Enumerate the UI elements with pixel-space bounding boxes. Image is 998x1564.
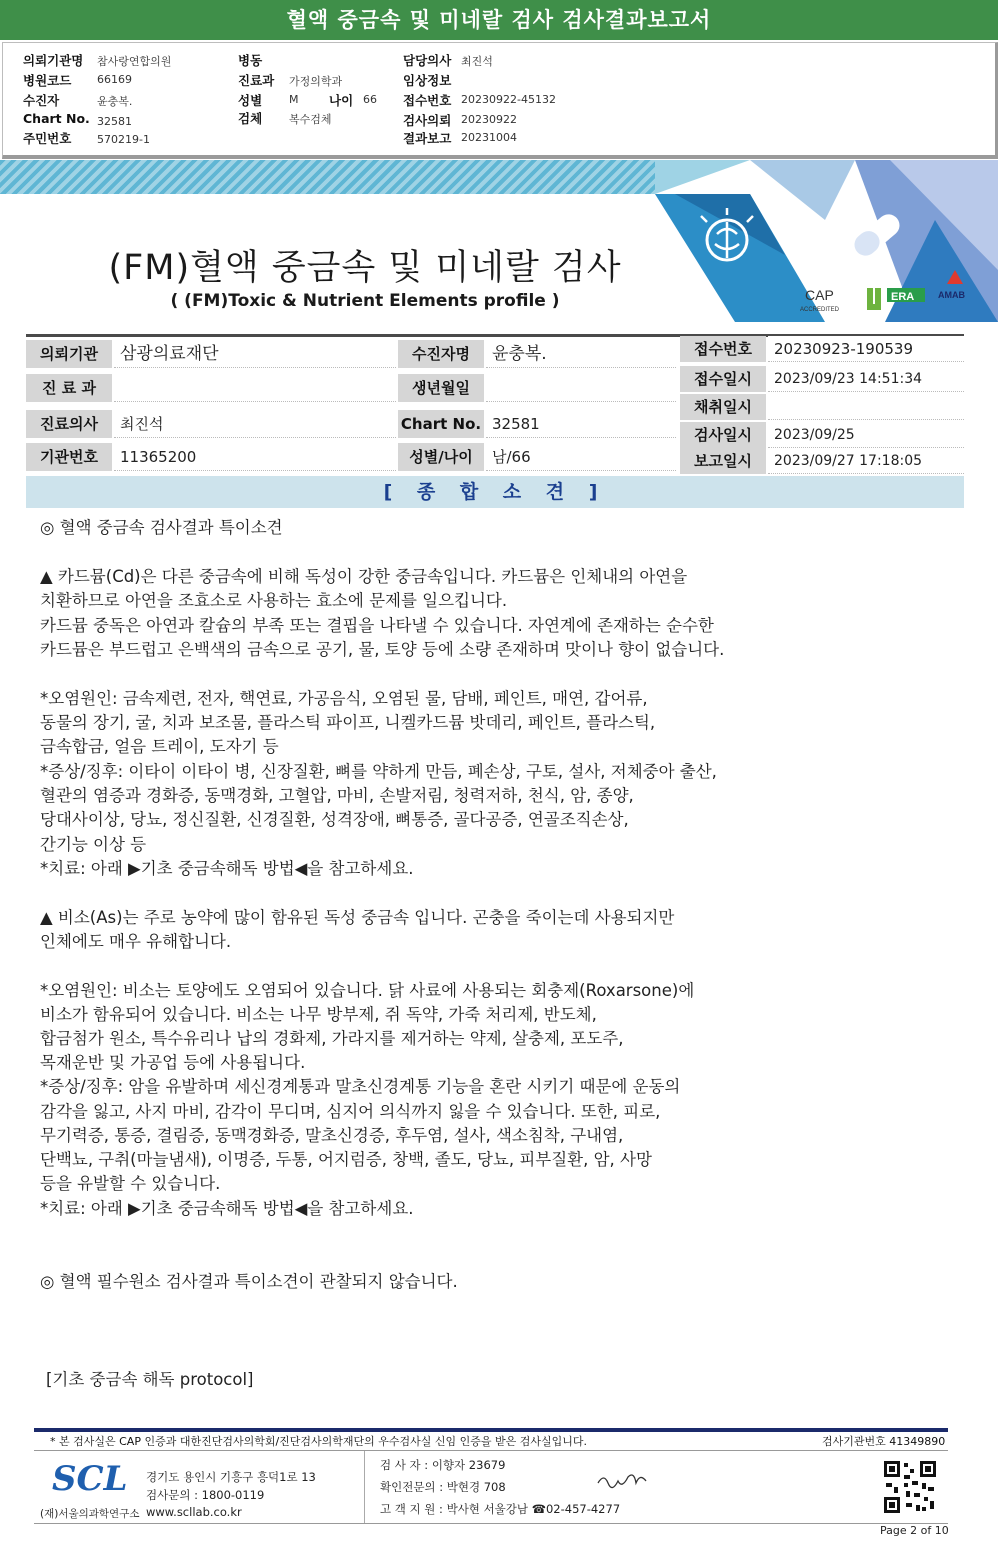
patient-value: 윤충복. bbox=[486, 340, 676, 368]
header-value: 20230922 bbox=[461, 113, 517, 126]
summary-title: [ 종 합 소 견 ] bbox=[26, 476, 964, 508]
body-line: *오염원인: 비소는 토양에도 오염되어 있습니다. 닭 사료에 사용되는 회충제(Roxarsone)에 bbox=[40, 981, 695, 1000]
body-line: 합금첨가 원소, 특수유리나 납의 경화제, 가라지를 제거하는 약제, 살충제, 포도주, bbox=[40, 1029, 624, 1048]
footer-certification-note: * 본 검사실은 CAP 인증과 대한진단검사의학회/진단검사의학재단의 우수검사실 신임 인증을 받은 검사실입니다. bbox=[50, 1435, 588, 1448]
table-label: 검사일시 bbox=[680, 422, 766, 448]
birth-value bbox=[486, 374, 676, 402]
body-line: 단백뇨, 구취(마늘냄새), 이명증, 두통, 어지럼증, 창백, 졸도, 당뇨, 피부질환, 암, 사망 bbox=[40, 1150, 652, 1169]
table-label: 채취일시 bbox=[680, 394, 766, 420]
test-date-value: 2023/09/25 bbox=[768, 422, 964, 448]
institution-value: 삼광의료재단 bbox=[114, 340, 396, 368]
header-value: 최진석 bbox=[461, 55, 493, 68]
header-label: 접수번호 bbox=[403, 93, 452, 108]
footer-institution-code: 검사기관번호 41349890 bbox=[822, 1435, 946, 1448]
body-line: 비소가 함유되어 있습니다. 비소는 나무 방부제, 쥐 독약, 가죽 처리제, 반도체, bbox=[40, 1005, 597, 1024]
body-line: 혈관의 염증과 경화증, 동맥경화, 고혈압, 마비, 손발저림, 청력저하, 천식, 암, 종양, bbox=[40, 786, 634, 805]
cap-logo bbox=[800, 287, 840, 313]
page-number: Page 2 of 10 bbox=[880, 1524, 949, 1537]
chart-value: 32581 bbox=[486, 410, 676, 438]
table-label: 성별/나이 bbox=[398, 443, 484, 471]
body-line: 인체에도 매우 유해합니다. bbox=[40, 932, 232, 951]
header-label: 성별 bbox=[238, 93, 263, 108]
svg-text:AMAB: AMAB bbox=[938, 290, 965, 300]
body-line: 무기력증, 통증, 결림증, 동맥경화증, 말초신경증, 후두염, 설사, 색소침착, 구내염, bbox=[40, 1126, 624, 1145]
footer-specialist: 확인전문의 : 박현경 708 bbox=[380, 1480, 506, 1494]
qr-code-icon bbox=[882, 1459, 938, 1515]
header-label: Chart No. bbox=[23, 111, 90, 126]
doctor-value: 최진석 bbox=[114, 410, 396, 438]
header-info-box bbox=[2, 42, 998, 159]
report-date-value: 2023/09/27 17:18:05 bbox=[768, 448, 964, 474]
header-label: 검사의뢰 bbox=[403, 113, 452, 128]
header-label: 병원코드 bbox=[23, 73, 72, 88]
report-subtitle: ( (FM)Toxic & Nutrient Elements profile ) bbox=[170, 291, 560, 311]
body-line: 동물의 장기, 굴, 치과 보조물, 플라스틱 파이프, 니켈카드뮴 밧데리, 페인트, 플라스틱, bbox=[40, 713, 656, 732]
header-label: 검체 bbox=[238, 111, 263, 126]
body-line: ◎ 혈액 중금속 검사결과 특이소견 bbox=[40, 518, 283, 537]
table-label: 진 료 과 bbox=[26, 374, 112, 402]
body-line: 등을 유발할 수 있습니다. bbox=[40, 1174, 221, 1193]
header-label: 수진자 bbox=[23, 93, 60, 108]
footer-rule bbox=[34, 1428, 948, 1432]
svg-text:ERA: ERA bbox=[891, 291, 915, 303]
scl-name: (재)서울의과학연구소 bbox=[40, 1508, 140, 1520]
table-label: 보고일시 bbox=[680, 448, 766, 474]
protocol-heading: [기초 중금속 해독 protocol] bbox=[46, 1370, 254, 1389]
body-line: 감각을 잃고, 사지 마비, 감각이 무디며, 심지어 의식까지 잃을 수 있습니다. 또한, 피로, bbox=[40, 1102, 661, 1121]
table-label: 수진자명 bbox=[398, 340, 484, 368]
header-value: M bbox=[289, 93, 299, 106]
footer-phone: 검사문의 : 1800-0119 bbox=[146, 1488, 265, 1502]
header-value: 20230922-45132 bbox=[461, 93, 556, 106]
header-label: 진료과 bbox=[238, 73, 275, 88]
body-line: 목재운반 및 가공업 등에 사용됩니다. bbox=[40, 1053, 306, 1072]
body-line: ▲ 카드뮴(Cd)은 다른 중금속에 비해 독성이 강한 중금속입니다. 카드뮴은 인체내의 아연을 bbox=[40, 567, 688, 586]
body-line: *증상/징후: 이타이 이타이 병, 신장질환, 뼈를 약하게 만듬, 폐손상, 구토, 설사, 저체중아 출산, bbox=[40, 762, 717, 781]
header-value: 20231004 bbox=[461, 131, 517, 144]
header-value: 570219-1 bbox=[97, 133, 150, 146]
header-label: 주민번호 bbox=[23, 131, 72, 146]
header-value: 66169 bbox=[97, 73, 132, 86]
mineral-summary-line: ◎ 혈액 필수원소 검사결과 특이소견이 관찰되지 않습니다. bbox=[40, 1272, 458, 1291]
header-value: 복수검체 bbox=[289, 113, 332, 126]
table-label: 접수번호 bbox=[680, 336, 766, 362]
header-row bbox=[23, 51, 83, 69]
collect-value bbox=[768, 394, 964, 420]
header-label: 담당의사 bbox=[403, 53, 452, 68]
header-value: 32581 bbox=[97, 115, 132, 128]
body-line: 카드뮴 중독은 아연과 칼슘의 부족 또는 결핍을 나타낼 수 있습니다. 자연계에 존재하는 순수한 bbox=[40, 616, 714, 635]
receipt-no-value: 20230923-190539 bbox=[768, 336, 964, 362]
body-line: 카드뮴은 부드럽고 은백색의 금속으로 공기, 물, 토양 등에 소량 존재하며 맛이나 향이 없습니다. bbox=[40, 640, 725, 659]
table-label: 기관번호 bbox=[26, 443, 112, 471]
header-label: 임상정보 bbox=[403, 73, 452, 88]
table-label: 접수일시 bbox=[680, 366, 766, 392]
footer-box bbox=[34, 1450, 948, 1524]
footer-website: www.scllab.co.kr bbox=[146, 1505, 242, 1519]
table-label: 의뢰기관 bbox=[26, 340, 112, 368]
body-line: *치료: 아래 ▶기초 중금속해독 방법◀을 참고하세요. bbox=[40, 1199, 414, 1218]
body-line: *오염원인: 금속제련, 전자, 핵연료, 가공음식, 오염된 물, 담배, 페인트, 매연, 갑어류, bbox=[40, 689, 648, 708]
body-line: *증상/징후: 암을 유발하며 세신경계통과 말초신경계통 기능을 혼란 시키기 때문에 운동의 bbox=[40, 1077, 681, 1096]
body-line: 당대사이상, 당뇨, 정신질환, 신경질환, 성격장애, 뼈통증, 골다공증, 연골조직손상, bbox=[40, 810, 629, 829]
header-value: 가정의학과 bbox=[289, 75, 343, 88]
header-value: 참사랑연합의원 bbox=[97, 55, 172, 68]
scl-logo: SCL bbox=[52, 1459, 128, 1499]
report-banner: 혈액 중금속 및 미네랄 검사 검사결과보고서 bbox=[0, 0, 998, 40]
decorative-stripe-band bbox=[0, 160, 660, 194]
body-line: 간기능 이상 등 bbox=[40, 835, 147, 854]
header-label: 병동 bbox=[238, 53, 263, 68]
body-line: *치료: 아래 ▶기초 중금속해독 방법◀을 참고하세요. bbox=[40, 859, 414, 878]
header-label: 나이 bbox=[329, 93, 354, 108]
header-label: 결과보고 bbox=[403, 131, 452, 146]
signature-mark bbox=[594, 1469, 654, 1493]
header-value: 66 bbox=[363, 93, 377, 106]
header-value: 윤충복. bbox=[97, 95, 133, 108]
footer-address: 경기도 용인시 기흥구 흥덕1로 13 bbox=[146, 1470, 316, 1484]
table-label: Chart No. bbox=[398, 410, 484, 438]
table-label: 생년월일 bbox=[398, 374, 484, 402]
report-title: (FM)혈액 중금속 및 미네랄 검사 bbox=[108, 248, 622, 288]
svg-text:CAP: CAP bbox=[805, 287, 834, 303]
body-line: 치환하므로 아연을 조효소로 사용하는 효소에 문제를 일으킵니다. bbox=[40, 591, 508, 610]
body-line: 금속합금, 얼음 트레이, 도자기 등 bbox=[40, 737, 279, 756]
inst-no-value: 11365200 bbox=[114, 443, 396, 471]
header-label: 의뢰기관명 bbox=[23, 53, 84, 68]
svg-text:ACCREDITED: ACCREDITED bbox=[800, 307, 840, 313]
receipt-date-value: 2023/09/23 14:51:34 bbox=[768, 366, 964, 392]
body-line: ▲ 비소(As)는 주로 농약에 많이 함유된 독성 중금속 입니다. 곤충을 죽이는데 사용되지만 bbox=[40, 908, 675, 927]
footer-tester: 검 사 자 : 이향자 23679 bbox=[380, 1458, 506, 1472]
sex-age-value: 남/66 bbox=[486, 443, 676, 471]
footer-support: 고 객 지 원 : 박사현 서울강남 ☎02-457-4277 bbox=[380, 1502, 621, 1516]
era-logo bbox=[887, 288, 925, 303]
dept-value bbox=[114, 374, 396, 402]
table-label: 진료의사 bbox=[26, 410, 112, 438]
